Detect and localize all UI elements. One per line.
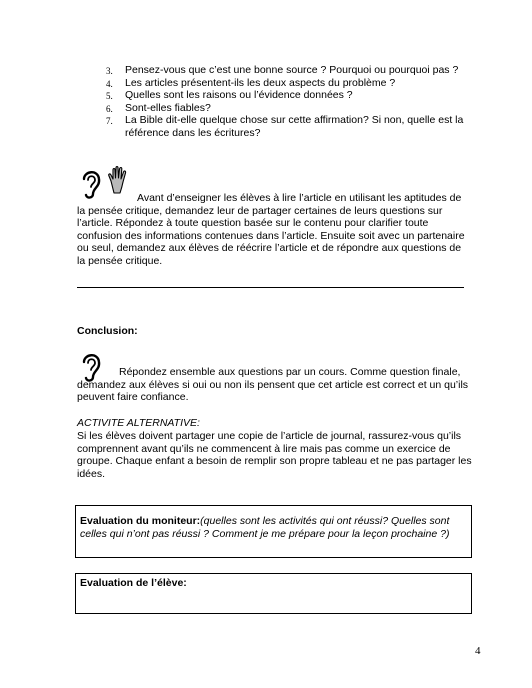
alternative-activity-text: Si les élèves doivent partager une copie de l’article de journal, rassurez-vous qu’ils comprennent avant qu’ils ne commencent à lire mais pas comme un exercice de groupe. Chaque enfant a besoin de remplir son propre tableau et ne pas partager les idées. (77, 430, 472, 480)
student-evaluation-label: Evaluation de l’élève: (80, 577, 187, 589)
list-item (106, 77, 466, 90)
raised-hand-icon (106, 165, 132, 195)
monitor-evaluation-box (75, 505, 472, 558)
list-item (106, 64, 466, 77)
student-evaluation-box (75, 573, 472, 614)
item-number: 5. (106, 91, 113, 101)
item-number: 4. (106, 78, 113, 89)
separator-line (77, 287, 464, 288)
item-text: Pensez-vous que c’est une bonne source ? Pourquoi ou pourquoi pas ? (125, 64, 459, 76)
list-item (106, 114, 466, 139)
item-text: Sont-elles fiables? (125, 101, 211, 114)
monitor-evaluation-label: Evaluation du moniteur: (80, 515, 201, 527)
instruction-paragraph: Avant d’enseigner les élèves à lire l’article en utilisant les aptitudes de la pensée critique, demandez leur de partager certaines de leurs questions sur l’article. Répondez à toute question basée sur le contenu pour clarifier toute confusion des informations contenues dans l’article. Ensuite soit avec un partenaire ou seul, demandez aux élèves de réécrire l’article et de répondre aux questions de la pensée critique. (77, 192, 465, 267)
question-list (106, 64, 466, 139)
list-item (106, 102, 466, 115)
conclusion-paragraph: Répondez ensemble aux questions par un cours. Comme question finale, demandez aux élèves si oui ou non ils pensent que cet article est correct et un qu’ils peuvent faire confiance. (77, 366, 469, 403)
item-number: 6. (106, 103, 113, 114)
item-text: La Bible dit-elle quelque chose sur cette affirmation? Si non, quelle est la référence dans les écritures? (125, 114, 464, 139)
monitor-evaluation-prompt: (quelles sont les activités qui ont réussi? Quelles sont celles qui n’ont pas réussi ? Comment je me prépare pour la leçon prochaine ?) (80, 515, 450, 540)
item-text: Quelles sont les raisons ou l’évidence données ? (125, 89, 353, 101)
item-text: Les articles présentent-ils les deux aspects du problème ? (125, 76, 396, 89)
page-number: 4 (475, 645, 481, 657)
list-item (106, 89, 466, 102)
conclusion-heading: Conclusion: (77, 325, 138, 337)
item-number: 3. (106, 66, 113, 76)
alternative-activity-title: ACTIVITE ALTERNATIVE: (77, 417, 200, 429)
item-number: 7. (106, 116, 113, 126)
